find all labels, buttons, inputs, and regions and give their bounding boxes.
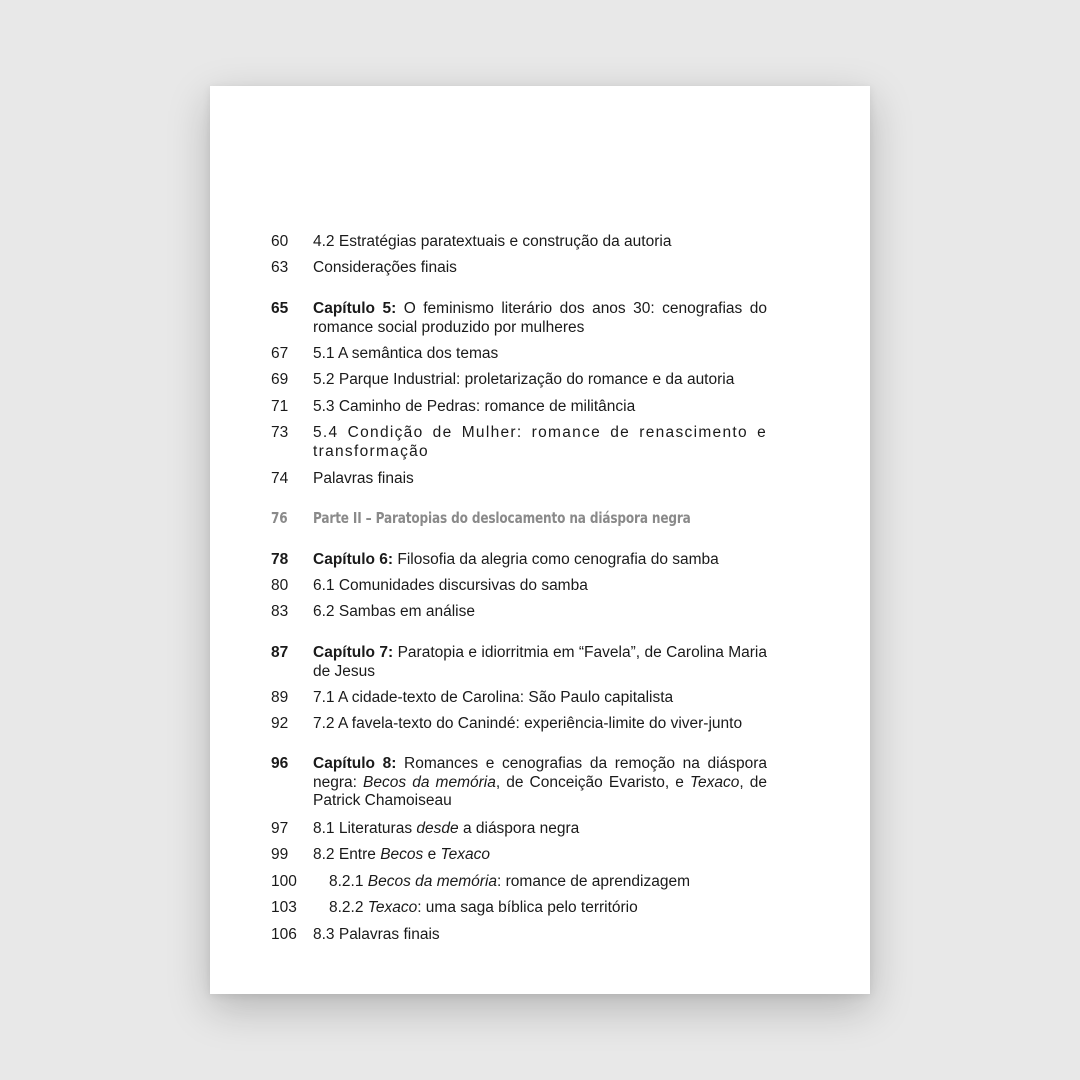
emphasis: desde — [416, 820, 459, 837]
page-number: 67 — [271, 345, 289, 362]
entry-title: 7.2 A favela-texto do Canindé: experiência-limite do viver-junto — [313, 715, 743, 732]
chapter-label: Capítulo 8: — [313, 755, 397, 772]
entry-title: 5.4 Condição de Mulher: romance de renascimento e transformação — [313, 424, 767, 460]
chapter-title: Paratopia e idiorritmia em “Favela”, de Carolina Maria de Jesus — [313, 644, 767, 680]
entry-title: Considerações finais — [313, 259, 457, 276]
page-number: 63 — [271, 259, 289, 276]
page-number: 97 — [271, 820, 289, 837]
chapter-title: O feminismo literário dos anos 30: cenografias do romance social produzido por mulheres — [313, 300, 767, 336]
entry-title-part: : romance de aprendizagem — [497, 873, 691, 890]
page-number: 89 — [271, 689, 289, 706]
entry-title-part: 8.1 Literaturas — [313, 820, 417, 837]
table-of-contents — [210, 86, 870, 994]
entry-title: 5.3 Caminho de Pedras: romance de militância — [313, 398, 636, 415]
entry-title-part: a diáspora negra — [458, 820, 580, 837]
entry-title: 7.1 A cidade-texto de Carolina: São Paulo capitalista — [313, 689, 674, 706]
page-number: 103 — [271, 899, 297, 916]
page-number: 60 — [271, 233, 289, 250]
book-page — [210, 86, 870, 994]
entry-title — [313, 300, 767, 337]
page-number: 71 — [271, 398, 289, 415]
chapter-label: Capítulo 5: — [313, 300, 397, 317]
book-title: Becos da memória — [367, 873, 498, 890]
entry-title — [329, 873, 769, 892]
chapter-label: Capítulo 7: — [313, 644, 394, 661]
chapter-title: Filosofia da alegria como cenografia do samba — [393, 551, 719, 568]
page-number: 99 — [271, 846, 289, 863]
entry-title-part: : uma saga bíblica pelo território — [417, 899, 638, 916]
chapter-label: Capítulo 6: — [313, 551, 394, 568]
entry-title-part: e — [423, 846, 441, 863]
page-number: 78 — [271, 551, 289, 568]
entry-title: 5.1 A semântica dos temas — [313, 345, 499, 362]
entry-title — [313, 644, 767, 681]
entry-title — [329, 899, 769, 918]
page-number: 65 — [271, 300, 289, 317]
entry-title-part: 8.2.1 — [329, 873, 368, 890]
entry-title — [313, 551, 767, 570]
page-number: 76 — [271, 509, 288, 527]
entry-title: 5.2 Parque Industrial: proletarização do romance e da autoria — [313, 371, 735, 388]
entry-title: 6.1 Comunidades discursivas do samba — [313, 577, 588, 594]
chapter-title-part: Romances e cenografias da remoção na diáspora negra: — [313, 755, 767, 791]
page-number: 69 — [271, 371, 289, 388]
entry-title: 8.3 Palavras finais — [313, 926, 440, 943]
part-title: Parte II – Paratopias do deslocamento na diáspora negra — [313, 509, 691, 527]
book-title: Texaco — [367, 899, 418, 916]
entry-title-part: 8.2 Entre — [313, 846, 381, 863]
book-title: Becos — [380, 846, 424, 863]
chapter-title-part: , de Patrick Chamoiseau — [313, 773, 767, 809]
entry-title-part: 8.2.2 — [329, 899, 368, 916]
page-number: 96 — [271, 755, 289, 772]
page-number: 106 — [271, 926, 297, 943]
page-number: 92 — [271, 715, 289, 732]
book-title: Texaco — [689, 773, 740, 791]
page-number: 74 — [271, 470, 289, 487]
page-number: 100 — [271, 873, 297, 890]
entry-title: 6.2 Sambas em análise — [313, 603, 475, 620]
page-number: 80 — [271, 577, 289, 594]
book-title: Becos da memória — [363, 773, 496, 791]
page-number: 87 — [271, 644, 289, 661]
page-number: 83 — [271, 603, 289, 620]
entry-title: Palavras finais — [313, 470, 414, 487]
chapter-title-part: , de Conceição Evaristo, e — [495, 773, 690, 791]
book-title: Texaco — [440, 846, 490, 863]
entry-title — [313, 755, 767, 811]
entry-title — [313, 846, 767, 865]
page-number: 73 — [271, 424, 289, 441]
entry-title: 4.2 Estratégias paratextuais e construção da autoria — [313, 233, 672, 250]
entry-title — [313, 820, 767, 839]
